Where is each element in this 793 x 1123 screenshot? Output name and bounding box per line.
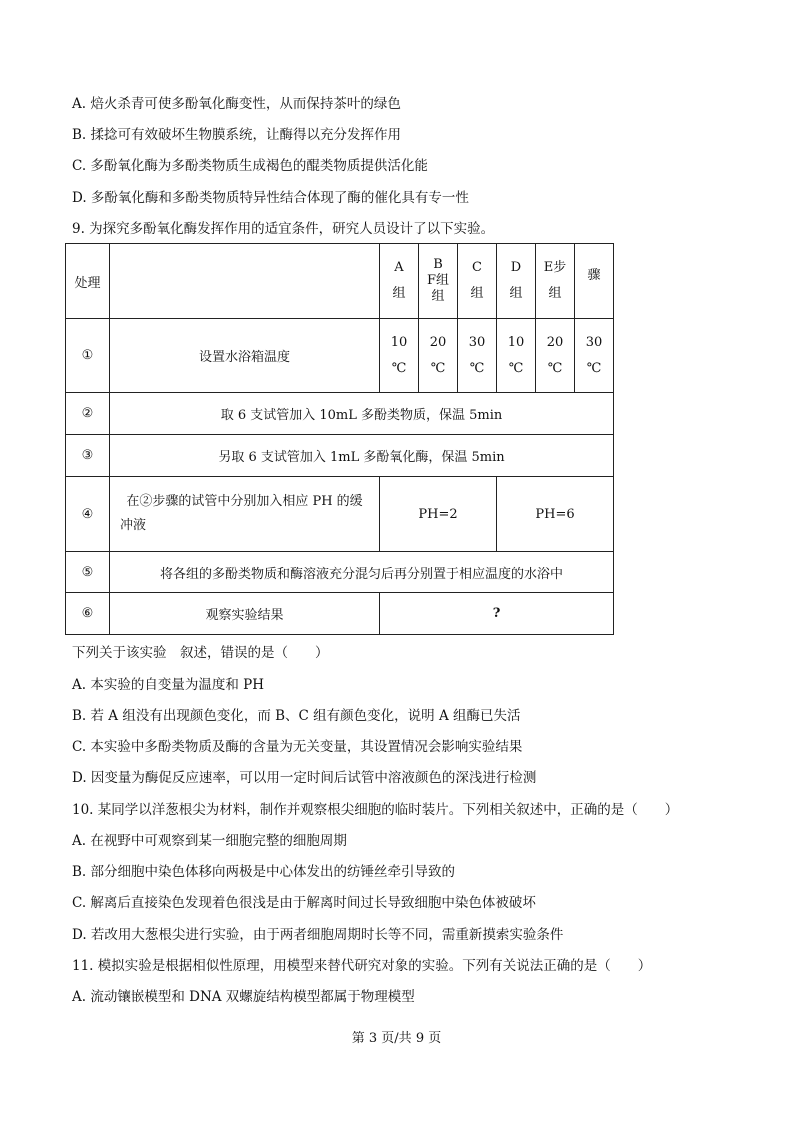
q10-option-d: D. 若改用大葱根尖进行实验，由于两者细胞周期时长等不同，需重新摸索实验条件 — [72, 927, 564, 943]
q8-option-a: A. 焙火杀青可使多酚氧化酶变性，从而保持茶叶的绿色 — [72, 96, 401, 112]
step-number: ⑥ — [66, 593, 110, 635]
step-description: 观察实验结果 — [110, 593, 380, 635]
temp-cell: 20 ℃ — [536, 319, 575, 393]
ph-value-2: PH=6 — [497, 477, 614, 552]
q10-option-a: A. 在视野中可观察到某一细胞完整的细胞周期 — [72, 833, 347, 849]
temp-cell: 30 ℃ — [458, 319, 497, 393]
q9-stem: 9. 为探究多酚氧化酶发挥作用的适宜条件，研究人员设计了以下实验。 — [72, 221, 495, 237]
step-number: ① — [66, 319, 110, 393]
step-number: ④ — [66, 477, 110, 552]
step-description: 将各组的多酚类物质和酶溶液充分混匀后再分别置于相应温度的水浴中 — [110, 552, 614, 593]
q9-option-d: D. 因变量为酶促反应速率，可以用一定时间后试管中溶液颜色的深浅进行检测 — [72, 770, 537, 786]
table-row — [66, 393, 614, 435]
step-number: ② — [66, 393, 110, 435]
result-cell: ? — [380, 593, 614, 635]
step-number: ⑤ — [66, 552, 110, 593]
step-description: 在②步骤的试管中分别加入相应 PH 的缓 冲液 — [110, 477, 380, 552]
experiment-table — [65, 243, 614, 635]
step-description: 取 6 支试管加入 10mL 多酚类物质，保温 5min — [110, 393, 614, 435]
q10-option-b: B. 部分细胞中染色体移向两极是中心体发出的纺锤丝牵引导致的 — [72, 864, 456, 880]
table-row — [66, 477, 614, 552]
table-row — [66, 552, 614, 593]
q8-option-b: B. 揉捻可有效破坏生物膜系统，让酶得以充分发挥作用 — [72, 127, 402, 143]
q8-option-c: C. 多酚氧化酶为多酚类物质生成褐色的醌类物质提供活化能 — [72, 158, 428, 174]
temp-cell: 10 ℃ — [380, 319, 419, 393]
temp-cell: 20 ℃ — [419, 319, 458, 393]
table-row — [66, 435, 614, 477]
q9-option-b: B. 若 A 组没有出现颜色变化，而 B、C 组有颜色变化，说明 A 组酶已失活 — [72, 708, 521, 724]
table-header-row — [66, 244, 614, 319]
temp-cell: 10 ℃ — [497, 319, 536, 393]
header-group-d: D 组 — [497, 244, 536, 319]
q11-stem: 11. 模拟实验是根据相似性原理，用模型来替代研究对象的实验。下列有关说法正确的是（ ） — [72, 958, 652, 974]
q9-option-a: A. 本实验的自变量为温度和 PH — [72, 677, 264, 693]
q10-stem: 10. 某同学以洋葱根尖为材料，制作并观察根尖细胞的临时装片。下列相关叙述中，正确的是（ ） — [72, 802, 679, 818]
header-group-c: C 组 — [458, 244, 497, 319]
table-row — [66, 593, 614, 635]
table-row — [66, 319, 614, 393]
q11-option-a: A. 流动镶嵌模型和 DNA 双螺旋结构模型都属于物理模型 — [72, 989, 415, 1005]
header-label: 处理 — [66, 244, 110, 319]
step-description: 另取 6 支试管加入 1mL 多酚氧化酶，保温 5min — [110, 435, 614, 477]
header-group-e: E步 组 — [536, 244, 575, 319]
header-group-f: 骤 — [575, 244, 614, 319]
step-number: ③ — [66, 435, 110, 477]
step-description: 设置水浴箱温度 — [110, 319, 380, 393]
q10-option-c: C. 解离后直接染色发现着色很浅是由于解离时间过长导致细胞中染色体被破坏 — [72, 895, 536, 911]
q9-question: 下列关于该实验 叙述，错误的是（ ） — [72, 645, 329, 661]
header-group-b: B F组 组 — [419, 244, 458, 319]
temp-cell: 30 ℃ — [575, 319, 614, 393]
header-blank — [110, 244, 380, 319]
header-group-a: A 组 — [380, 244, 419, 319]
q8-option-d: D. 多酚氧化酶和多酚类物质特异性结合体现了酶的催化具有专一性 — [72, 190, 469, 206]
ph-value-1: PH=2 — [380, 477, 497, 552]
q9-option-c: C. 本实验中多酚类物质及酶的含量为无关变量，其设置情况会影响实验结果 — [72, 739, 523, 755]
page-footer: 第 3 页/共 9 页 — [351, 1031, 442, 1046]
